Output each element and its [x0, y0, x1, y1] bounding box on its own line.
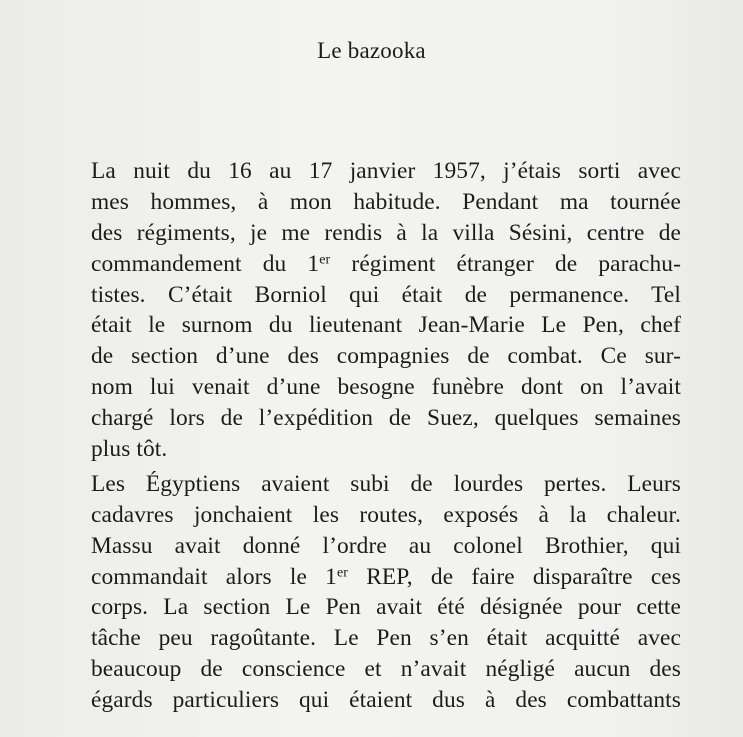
- chapter-title: Le bazooka: [317, 38, 426, 63]
- paragraph-2: [91, 469, 681, 716]
- text-line: cadavres jonchaient les routes, exposés à la chaleur.: [91, 501, 681, 528]
- ordinal-superscript: er: [319, 250, 331, 267]
- text-line: Massu avait donné l’ordre au colonel Brothier, qui: [91, 532, 681, 559]
- text-line: Les Égyptiens avaient subi de lourdes pertes. Leurs: [91, 470, 681, 497]
- body-text: [91, 156, 681, 716]
- text-line: plus tôt.: [91, 436, 168, 463]
- text-line: de section d’une des compagnies de combat. Ce sur-: [91, 343, 681, 370]
- text-line: tistes. C’était Borniol qui était de permanence. Tel: [91, 281, 681, 308]
- text-line: chargé lors de l’expédition de Suez, quelques semaines: [91, 405, 681, 432]
- show-through-text: [520, 0, 743, 150]
- text-line: égards particuliers qui étaient dus à des combattants: [91, 687, 681, 714]
- paragraph-1: [91, 156, 681, 465]
- text-line: tâche peu ragoûtante. Le Pen s’en était acquitté avec: [91, 625, 681, 652]
- ordinal-superscript: er: [336, 563, 349, 580]
- text-line: beaucoup de conscience et n’avait négligé aucun des: [91, 656, 681, 683]
- text-line: des régiments, je me rendis à la villa Sésini, centre de: [91, 219, 681, 246]
- text-line: mes hommes, à mon habitude. Pendant ma tournée: [91, 188, 681, 215]
- text-line: commandement du 1er régiment étranger de parachu-: [91, 250, 681, 277]
- text-line: La nuit du 16 au 17 janvier 1957, j’étais sorti avec: [91, 158, 681, 184]
- text-line: corps. La section Le Pen avait été désignée pour cette: [91, 594, 681, 621]
- text-line: nom lui venait d’une besogne funèbre dont on l’avait: [91, 374, 681, 401]
- text-line: commandait alors le 1er REP, de faire disparaître ces: [91, 563, 681, 590]
- text-line: était le surnom du lieutenant Jean-Marie Le Pen, chef: [91, 312, 681, 339]
